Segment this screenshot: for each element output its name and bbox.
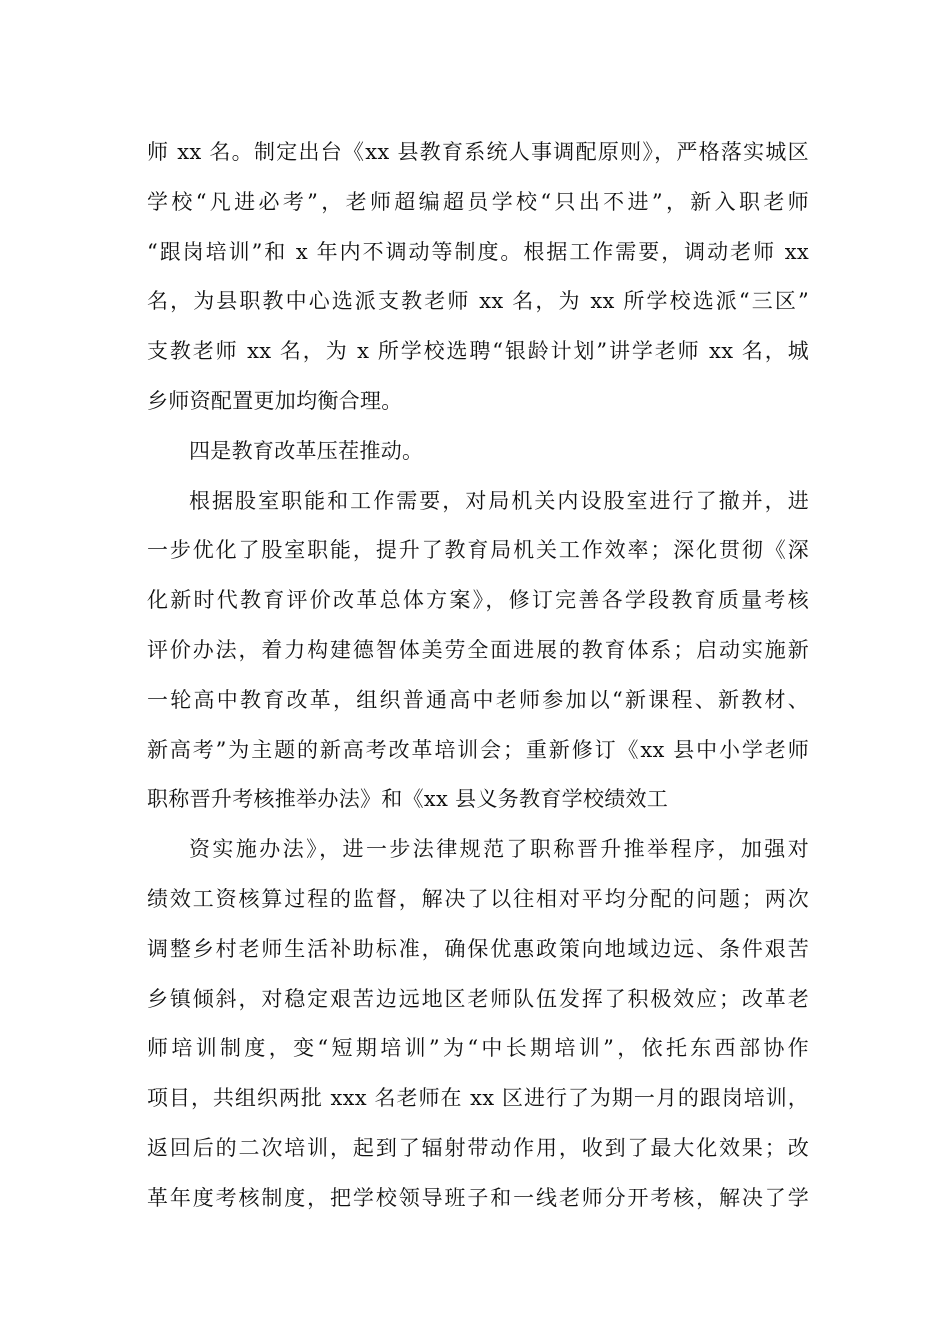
text-line: 革年度考核制度，把学校领导班子和一线老师分开考核，解决了学 — [147, 1185, 809, 1210]
text-line: 名，为县职教中心选派支教老师 xx 名，为 xx 所学校选派“三区” — [147, 289, 809, 314]
text-line: 项目，共组织两批 xxx 名老师在 xx 区进行了为期一月的跟岗培训， — [147, 1086, 809, 1111]
text-line: 调整乡村老师生活补助标准，确保优惠政策向地域边远、条件艰苦 — [147, 936, 809, 961]
text-line: “跟岗培训”和 x 年内不调动等制度。根据工作需要，调动老师 xx — [147, 239, 809, 264]
text-line: 师培训制度，变“短期培训”为“中长期培训”，依托东西部协作 — [147, 1036, 809, 1061]
text-line: 新高考”为主题的新高考改革培训会；重新修订《xx 县中小学老师 — [147, 737, 809, 762]
text-line: 乡师资配置更加均衡合理。 — [147, 388, 403, 413]
text-line: 师 xx 名。制定出台《xx 县教育系统人事调配原则》，严格落实城区 — [147, 140, 809, 164]
text-line: 一步优化了股室职能，提升了教育局机关工作效率；深化贯彻《深 — [147, 538, 809, 563]
text-line: 支教老师 xx 名，为 x 所学校选聘“银龄计划”讲学老师 xx 名，城 — [147, 339, 809, 364]
text-line: 根据股室职能和工作需要，对局机关内设股室进行了撤并，进 — [189, 488, 809, 513]
text-line: 评价办法，着力构建德智体美劳全面进展的教育体系；启动实施新 — [147, 637, 809, 662]
text-line: 乡镇倾斜，对稳定艰苦边远地区老师队伍发挥了积极效应；改革老 — [147, 986, 809, 1011]
text-line: 资实施办法》，进一步法律规范了职称晋升推举程序，加强对 — [189, 837, 809, 862]
text-line: 学校“凡进必考”，老师超编超员学校“只出不进”，新入职老师 — [147, 189, 809, 214]
document-body — [147, 128, 809, 1224]
text-line: 一轮高中教育改革，组织普通高中老师参加以“新课程、新教材、 — [147, 687, 809, 712]
text-line: 职称晋升考核推举办法》和《xx 县义务教育学校绩效工 — [147, 787, 669, 812]
section-heading: 四是教育改革压茬推动。 — [189, 438, 424, 463]
text-line: 返回后的二次培训，起到了辐射带动作用，收到了最大化效果；改 — [147, 1135, 809, 1160]
text-line: 绩效工资核算过程的监督，解决了以往相对平均分配的问题；两次 — [147, 886, 809, 911]
text-line: 化新时代教育评价改革总体方案》，修订完善各学段教育质量考核 — [147, 588, 809, 613]
